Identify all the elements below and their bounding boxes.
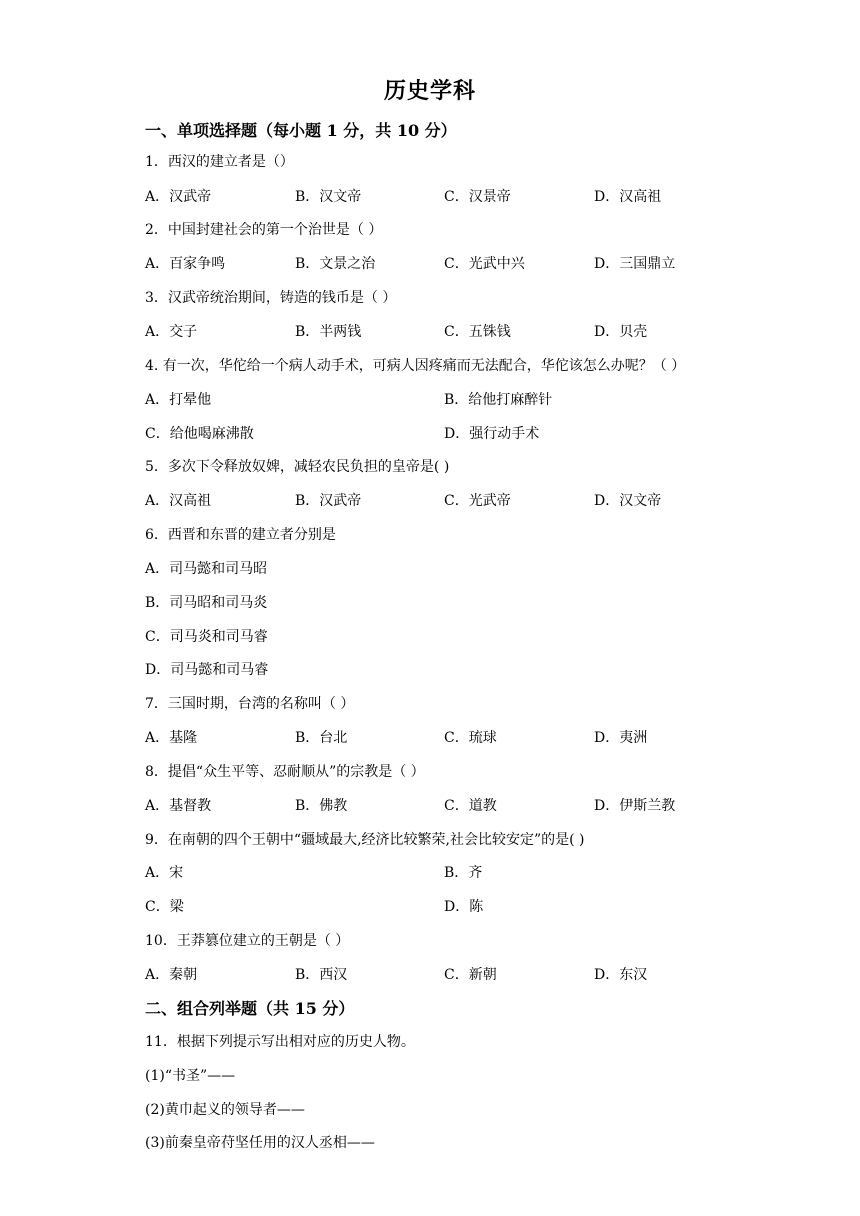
q7-option-b: B．台北 xyxy=(295,730,348,746)
q10-option-b: B．西汉 xyxy=(295,967,348,983)
q2-option-c: C．光武中兴 xyxy=(444,256,525,272)
question-10-stem: 10．王莽篡位建立的王朝是（ ） xyxy=(145,933,350,949)
q11-item-1: (1)“书圣”—— xyxy=(145,1068,236,1084)
q4-option-b: B．给他打麻醉针 xyxy=(444,392,553,408)
q2-option-b: B．文景之治 xyxy=(295,256,376,272)
q2-option-d: D．三国鼎立 xyxy=(594,256,676,272)
q3-option-a: A．交子 xyxy=(145,324,198,340)
q8-option-c: C．道教 xyxy=(444,798,497,814)
q8-option-b: B．佛教 xyxy=(295,798,348,814)
q5-option-b: B．汉武帝 xyxy=(295,493,362,509)
section-title-1: 一、单项选择题（每小题 1 分，共 10 分） xyxy=(145,121,457,140)
q1-option-a: A．汉武帝 xyxy=(145,189,212,205)
q5-option-c: C．光武帝 xyxy=(444,493,511,509)
q7-option-a: A．基隆 xyxy=(145,730,198,746)
q5-option-a: A．汉高祖 xyxy=(145,493,212,509)
question-1-stem: 1．西汉的建立者是（） xyxy=(145,154,294,170)
q6-option-d: D．司马懿和司马睿 xyxy=(145,662,269,678)
question-3-stem: 3．汉武帝统治期间，铸造的钱币是（ ） xyxy=(145,290,397,306)
q11-item-2: (2)黄巾起义的领导者—— xyxy=(145,1102,305,1118)
question-7-stem: 7．三国时期，台湾的名称叫（ ） xyxy=(145,696,355,712)
q3-option-d: D．贝壳 xyxy=(594,324,648,340)
q3-option-c: C．五铢钱 xyxy=(444,324,511,340)
q10-option-d: D．东汉 xyxy=(594,967,648,983)
q6-option-b: B．司马昭和司马炎 xyxy=(145,595,268,611)
q1-option-d: D．汉高祖 xyxy=(594,189,662,205)
q6-option-a: A．司马懿和司马昭 xyxy=(145,561,268,577)
q10-option-c: C．新朝 xyxy=(444,967,497,983)
section-title-2: 二、组合列举题（共 15 分） xyxy=(145,999,355,1018)
q5-option-d: D．汉文帝 xyxy=(594,493,662,509)
question-8-stem: 8．提倡“众生平等、忍耐顺从”的宗教是（ ） xyxy=(145,764,425,780)
question-9-stem: 9．在南朝的四个王朝中“疆域最大,经济比较繁荣,社会比较安定”的是( ) xyxy=(145,832,585,848)
q4-option-c: C．给他喝麻沸散 xyxy=(145,426,254,442)
question-5-stem: 5．多次下令释放奴婢，减轻农民负担的皇帝是( ) xyxy=(145,459,450,475)
page-title: 历史学科 xyxy=(383,78,476,104)
q8-option-d: D．伊斯兰教 xyxy=(594,798,676,814)
q7-option-d: D．夷洲 xyxy=(594,730,648,746)
q2-option-a: A．百家争鸣 xyxy=(145,256,226,272)
q1-option-c: C．汉景帝 xyxy=(444,189,511,205)
question-6-stem: 6．西晋和东晋的建立者分别是 xyxy=(145,527,336,543)
q10-option-a: A．秦朝 xyxy=(145,967,198,983)
question-11-stem: 11．根据下列提示写出相对应的历史人物。 xyxy=(145,1034,415,1050)
question-4-stem: 4. 有一次，华佗给一个病人动手术，可病人因疼痛而无法配合，华佗该怎么办呢？（ ） xyxy=(145,358,686,374)
q9-option-c: C．梁 xyxy=(145,899,184,915)
q1-option-b: B．汉文帝 xyxy=(295,189,362,205)
q9-option-d: D．陈 xyxy=(444,899,484,915)
q11-item-3: (3)前秦皇帝苻坚任用的汉人丞相—— xyxy=(145,1135,375,1151)
q8-option-a: A．基督教 xyxy=(145,798,212,814)
q4-option-d: D．强行动手术 xyxy=(444,426,540,442)
question-2-stem: 2．中国封建社会的第一个治世是（ ） xyxy=(145,222,383,238)
q7-option-c: C．琉球 xyxy=(444,730,497,746)
q6-option-c: C．司马炎和司马睿 xyxy=(145,629,268,645)
q3-option-b: B．半两钱 xyxy=(295,324,362,340)
q9-option-a: A．宋 xyxy=(145,865,184,881)
q4-option-a: A．打晕他 xyxy=(145,392,212,408)
q9-option-b: B．齐 xyxy=(444,865,483,881)
